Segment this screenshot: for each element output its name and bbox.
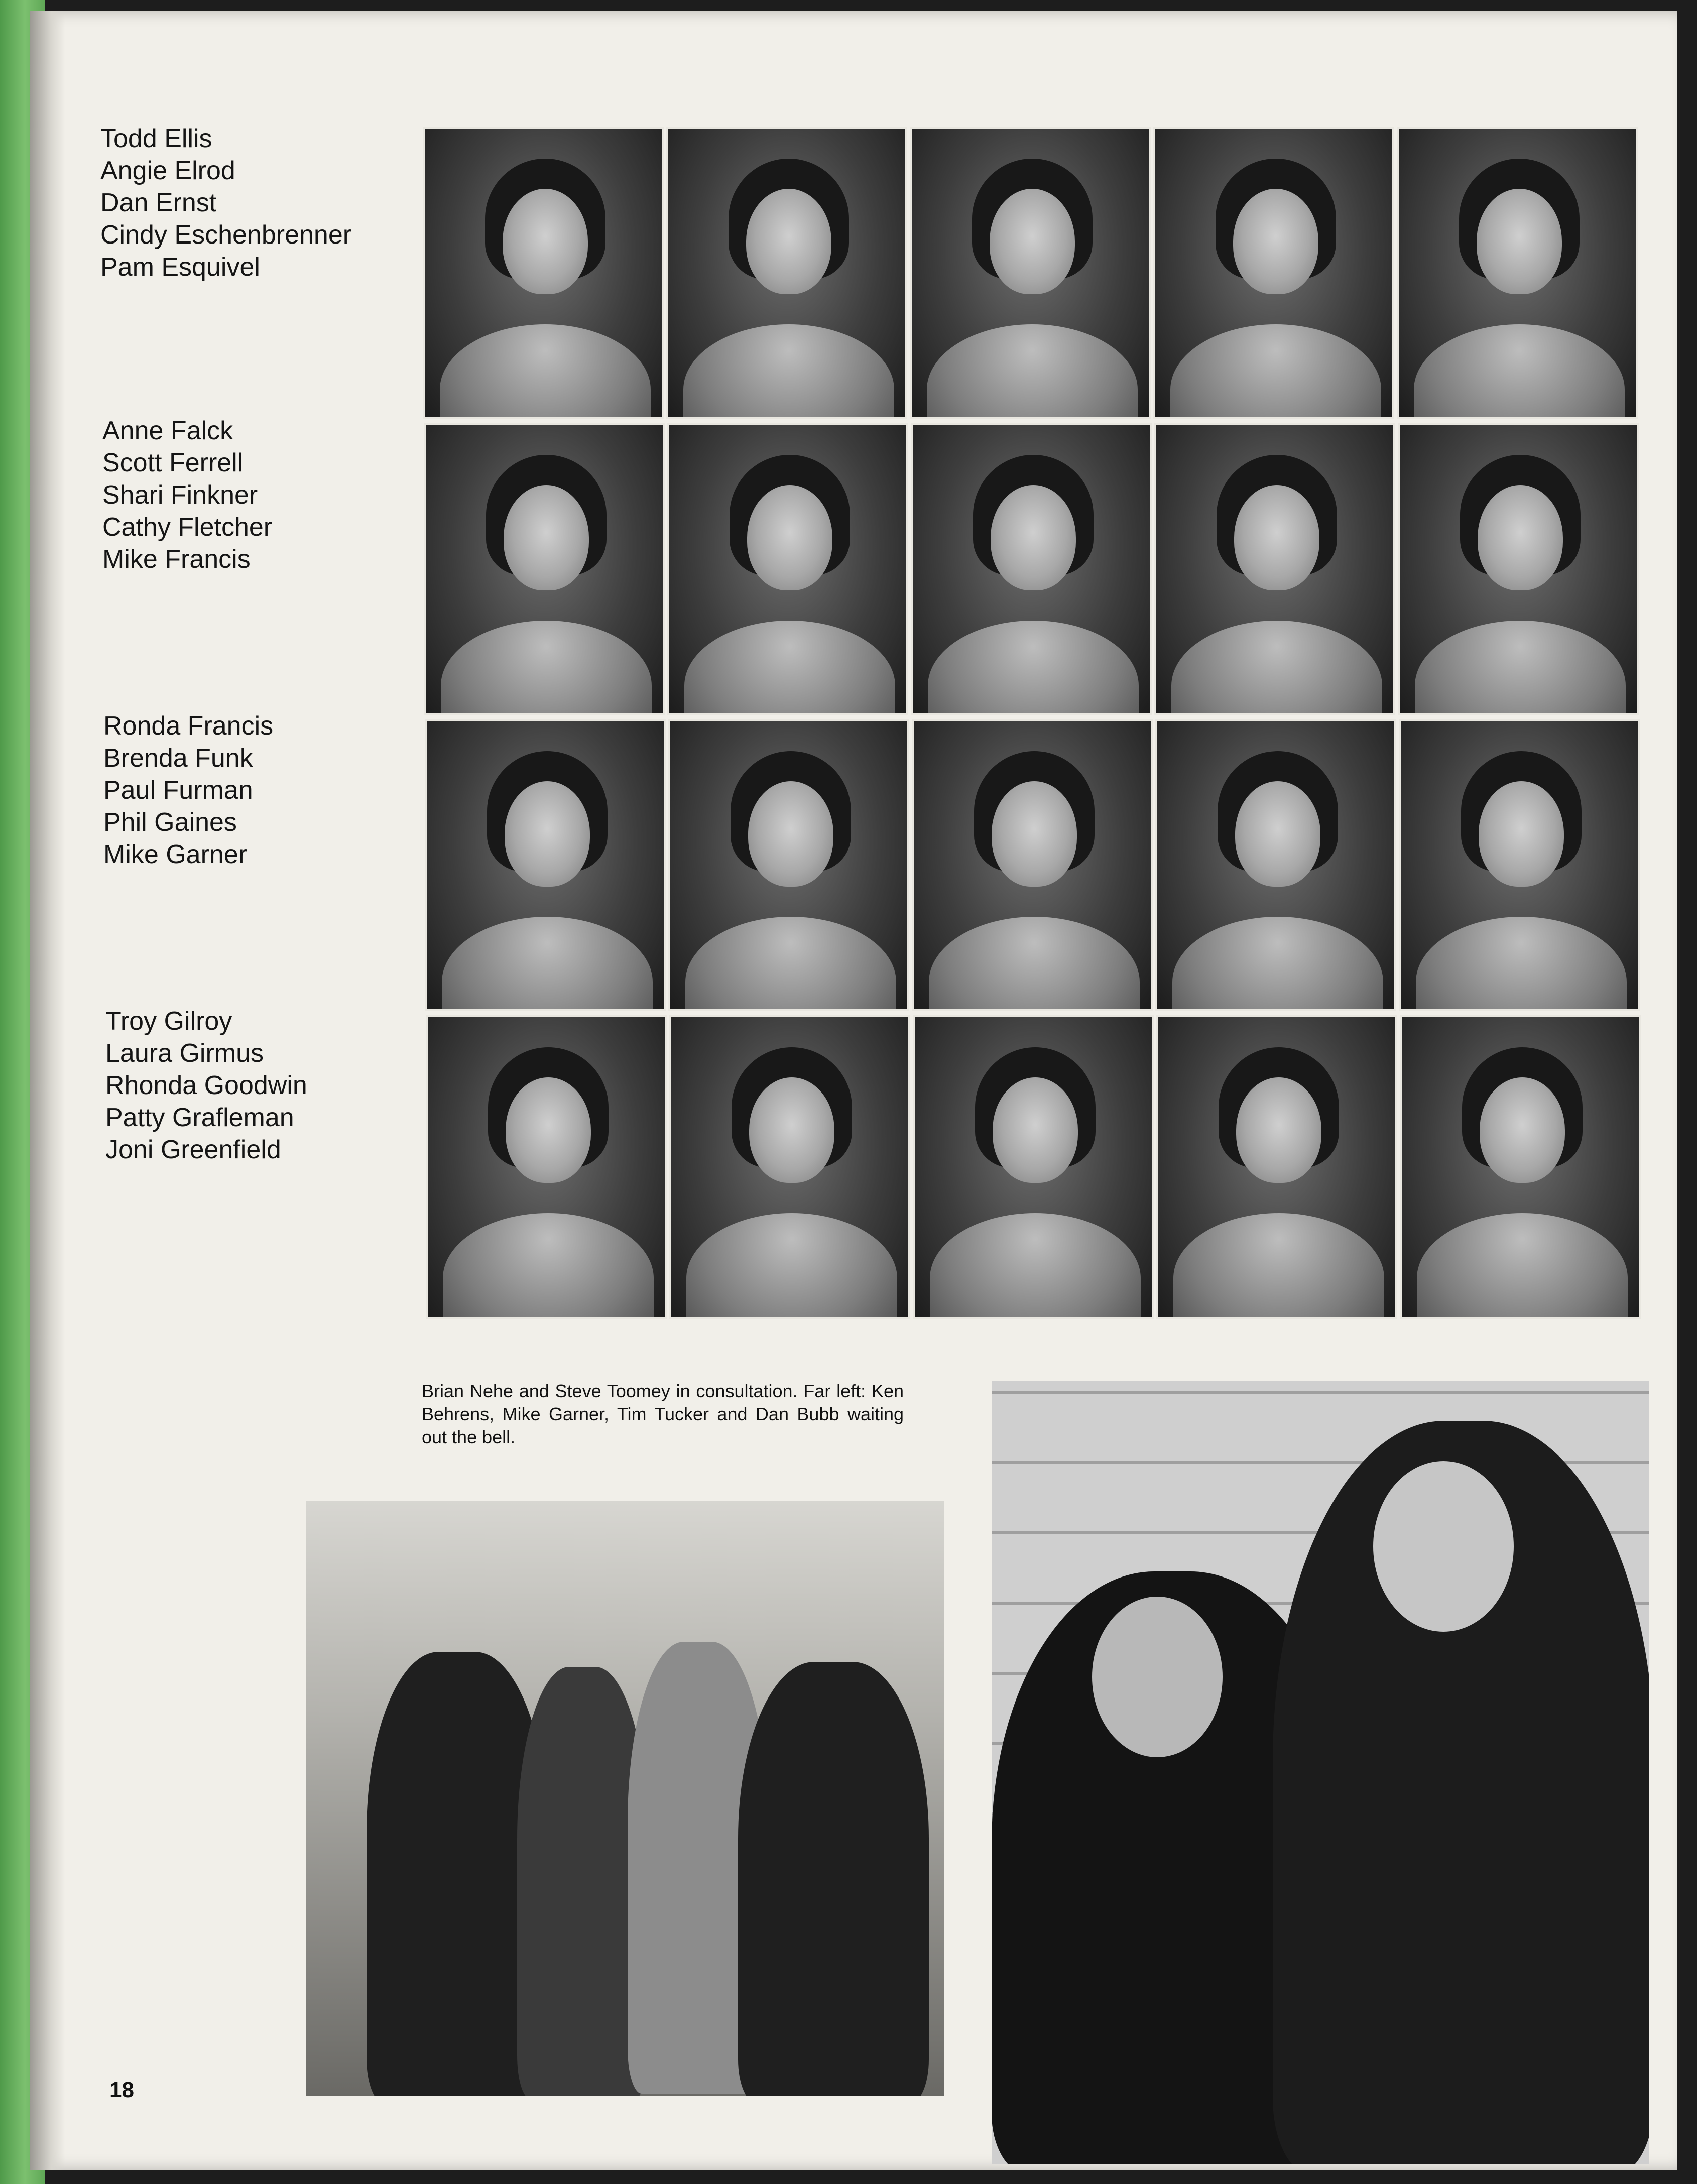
- portrait-photo: [424, 423, 665, 715]
- student-name: Scott Ferrell: [102, 448, 244, 477]
- portrait-photo: [1399, 719, 1640, 1011]
- portrait-photo: [1400, 1015, 1641, 1319]
- student-name: Laura Girmus: [105, 1039, 264, 1068]
- student-name: Pam Esquivel: [100, 253, 260, 282]
- student-name: Brenda Funk: [103, 744, 253, 773]
- student-name: Joni Greenfield: [105, 1135, 281, 1164]
- portrait-photo: [910, 127, 1151, 419]
- portrait-photo: [1154, 423, 1395, 715]
- student-name: Anne Falck: [102, 416, 233, 445]
- student-name: Patty Grafleman: [105, 1103, 294, 1132]
- portrait-photo: [912, 719, 1153, 1011]
- student-name: Paul Furman: [103, 776, 253, 805]
- name-list-row-2: [102, 415, 272, 575]
- student-name: Shari Finkner: [102, 480, 258, 510]
- student-name: Troy Gilroy: [105, 1007, 232, 1036]
- name-list-row-3: [103, 710, 273, 871]
- candid-photo-two-students: [992, 1381, 1649, 2164]
- candid-photo-hallway-group: [306, 1501, 944, 2096]
- photo-caption: Brian Nehe and Steve Toomey in consultation. Far left: Ken Behrens, Mike Garner, Tim Tucker and Dan Bubb waiting out the bell.: [422, 1381, 904, 1447]
- name-list-row-1: [100, 123, 351, 283]
- student-name: Mike Francis: [102, 545, 251, 574]
- name-list-row-4: [105, 1005, 307, 1166]
- portrait-photo: [1155, 719, 1396, 1011]
- portrait-photo: [423, 127, 664, 419]
- portrait-photo: [668, 719, 909, 1011]
- portrait-photo: [911, 423, 1152, 715]
- portrait-photo: [1156, 1015, 1397, 1319]
- student-name: Ronda Francis: [103, 711, 274, 741]
- student-name: Rhonda Goodwin: [105, 1071, 307, 1100]
- page-number: 18: [109, 2078, 134, 2102]
- student-name: Cathy Fletcher: [102, 513, 273, 542]
- portrait-photo: [425, 719, 666, 1011]
- portrait-photo: [1398, 423, 1639, 715]
- student-name: Angie Elrod: [100, 156, 235, 185]
- student-name: Mike Garner: [103, 840, 248, 869]
- student-name: Cindy Eschenbrenner: [100, 220, 352, 250]
- portrait-photo: [913, 1015, 1154, 1319]
- portrait-photo: [426, 1015, 667, 1319]
- portrait-photo: [1397, 127, 1638, 419]
- student-name: Phil Gaines: [103, 808, 237, 837]
- page-gutter-shadow: [30, 11, 65, 2170]
- portrait-photo: [666, 127, 907, 419]
- portrait-photo: [669, 1015, 910, 1319]
- portrait-photo: [1153, 127, 1394, 419]
- student-name: Todd Ellis: [100, 124, 212, 153]
- portrait-photo: [667, 423, 908, 715]
- student-name: Dan Ernst: [100, 188, 217, 217]
